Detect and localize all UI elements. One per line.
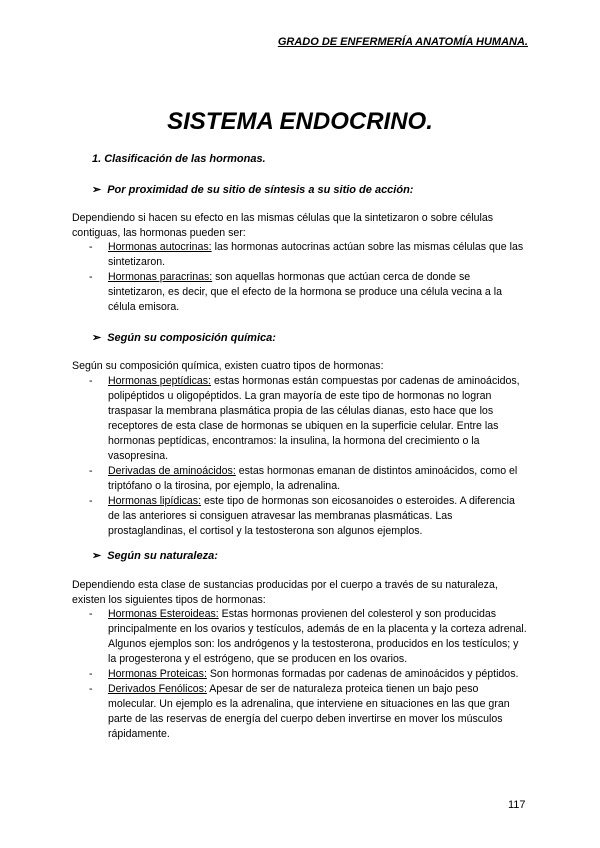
description: este tipo de hormonas son eicosanoides o esteroides. A diferencia de las anteriores si consiguen atravesar las membranas plasmáticas. Las prostaglandinas, el cortisol y la testosterona son algunos ejemplos. (108, 495, 515, 537)
description: Son hormonas formadas por cadenas de aminoácidos y péptidos. (206, 668, 519, 680)
arrow-bullet-icon: ➢ (92, 550, 102, 562)
dash-bullet: - (89, 495, 93, 507)
list-item (72, 682, 528, 742)
subsection-heading-composition (92, 331, 276, 344)
subsection-heading-text: Según su composición química: (107, 332, 276, 344)
subsection-heading-nature (92, 549, 218, 562)
description: son aquellas hormonas que actúan cerca de donde se sintetizaron, es decir, que el efecto de la hormona se produce una célula vecina a la célula emisora. (108, 271, 502, 313)
section-heading: 1. Clasificación de las hormonas. (92, 153, 266, 165)
page-title: SISTEMA ENDOCRINO. (167, 108, 433, 135)
description: las hormonas autocrinas actúan sobre las mismas células que las sintetizaron. (108, 241, 524, 268)
dash-bullet: - (89, 683, 93, 695)
description: Apesar de ser de naturaleza proteica tienen un bajo peso molecular. Un ejemplo es la adrenalina, que interviene en situaciones en las que gran parte de las reservas de energía del cuerpo deben invertirse en mover los músculos rápidamente. (108, 683, 510, 740)
subsection-intro: Dependiendo esta clase de sustancias producidas por el cuerpo a través de su naturaleza, existen los siguientes tipos de hormonas: (72, 579, 498, 606)
subsection-heading-proximity (92, 183, 413, 196)
dash-bullet: - (89, 608, 93, 620)
list-item (72, 667, 528, 682)
dash-bullet: - (89, 271, 93, 283)
hormone-list-proximity (72, 240, 528, 315)
term: Derivados Fenólicos: (108, 683, 207, 695)
term: Hormonas autocrinas: (108, 241, 212, 253)
list-item (72, 607, 528, 667)
description: Estas hormonas provienen del colesterol y son producidas principalmente en los ovarios y testículos, además de en la placenta y la corteza adrenal. Algunos ejemplos son: los andrógenos y la testosterona, producidos en los testículos; y la progesterona y el estrógeno, que se producen en los ovarios. (108, 608, 527, 665)
term: Hormonas paracrinas: (108, 271, 213, 283)
list-item (72, 240, 528, 270)
dash-bullet: - (89, 241, 93, 253)
dash-bullet: - (89, 668, 93, 680)
hormone-list-composition (72, 374, 528, 539)
list-item (72, 374, 528, 464)
page-header: GRADO DE ENFERMERÍA ANATOMÍA HUMANA. (277, 36, 528, 48)
subsection-heading-text: Por proximidad de su sitio de síntesis a su sitio de acción: (107, 184, 414, 196)
term: Hormonas Esteroideas: (108, 608, 219, 620)
dash-bullet: - (89, 375, 93, 387)
subsection-intro: Dependiendo si hacen su efecto en las mismas células que la sintetizaron o sobre células contiguas, las hormonas pueden ser: (72, 212, 494, 239)
term: Hormonas lipídicas: (108, 495, 202, 507)
term: Hormonas Proteicas: (108, 668, 207, 680)
term: Derivadas de aminoácidos: (108, 465, 236, 477)
dash-bullet: - (89, 465, 93, 477)
list-item (72, 494, 528, 539)
subsection-intro: Según su composición química, existen cuatro tipos de hormonas: (72, 360, 384, 372)
list-item (72, 270, 528, 315)
term: Hormonas peptídicas: (108, 375, 212, 387)
hormone-list-nature (72, 607, 528, 742)
description: estas hormonas emanan de distintos aminoácidos, como el triptófano o la tirosina, por ejemplo, la adrenalina. (108, 465, 518, 492)
description: estas hormonas están compuestas por cadenas de aminoácidos, polipéptidos u oligopéptidos. La gran mayoría de este tipo de hormonas no logran traspasar la membrana plasmática propia de las células dianas, esto hace que los receptores de esta clase de hormonas se ubiquen en la superficie celular. Entre las hormonas peptídicas, encontramos: la insulina, la hormona del crecimiento o la vasopresina. (108, 375, 520, 462)
arrow-bullet-icon: ➢ (92, 332, 102, 344)
list-item (72, 464, 528, 494)
subsection-heading-text: Según su naturaleza: (107, 550, 218, 562)
arrow-bullet-icon: ➢ (92, 184, 102, 196)
page-number: 117 (508, 799, 526, 811)
